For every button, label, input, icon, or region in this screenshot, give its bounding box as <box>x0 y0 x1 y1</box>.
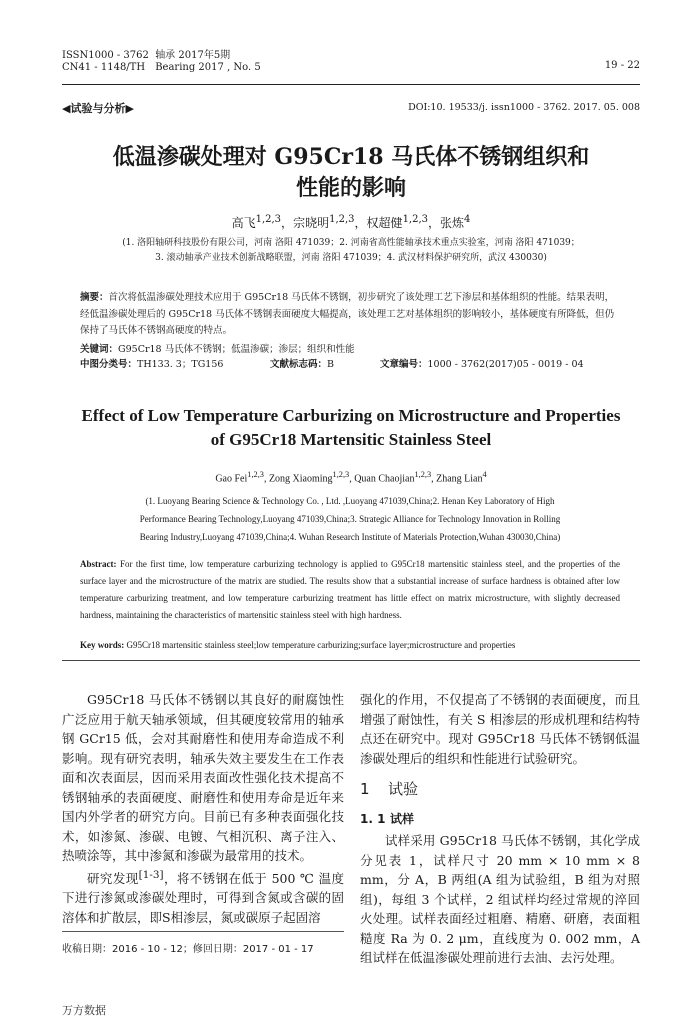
journal-en: Bearing 2017 , No. 5 <box>155 62 261 73</box>
clc-value: TH133. 3；TG156 <box>137 359 224 370</box>
cn-title-line1: 低温渗碳处理对 G95Cr18 马氏体不锈钢组织和 <box>112 144 590 170</box>
header-divider <box>62 84 640 85</box>
subsection-title: 试样 <box>390 811 415 826</box>
cn-title-line2: 性能的影响 <box>295 175 406 201</box>
author-name: Zong Xiaoming <box>268 473 333 485</box>
cn-classification <box>80 357 620 372</box>
doi: DOI:10. 19533/j. issn1000 - 3762. 2017. 05. 008 <box>408 102 640 113</box>
cn-keywords-text: G95Cr18 马氏体不锈钢；低温渗碳；渗层；组织和性能 <box>118 344 355 355</box>
cn-affiliations <box>62 236 640 266</box>
cn-abstract-label: 摘要： <box>80 292 109 303</box>
en-abstract-label: Abstract: <box>80 559 117 569</box>
received-date: 收稿日期：2016 - 10 - 12；修回日期：2017 - 01 - 17 <box>62 944 314 955</box>
journal-info <box>62 50 261 74</box>
citation-ref: [1-3] <box>138 868 164 881</box>
author-name: 宗晓明 <box>293 216 330 230</box>
en-abstract <box>80 556 620 624</box>
body-text: 研究发现 <box>87 870 139 886</box>
cn-affil-line1: (1. 洛阳轴研科技股份有限公司，河南 洛阳 471039；2. 河南省高性能轴承技术重点实验室，河南 洛阳 471039； <box>122 238 580 248</box>
subsection-heading <box>360 810 640 830</box>
author-affil-sup: 1,2,3 <box>332 470 350 479</box>
article-no-value: 1000 - 3762(2017)05 - 0019 - 04 <box>427 359 584 370</box>
doc-code-value: B <box>327 359 334 370</box>
subsection-number: 1. 1 <box>360 811 386 826</box>
body-text: ，将不锈钢在低于 500 ℃ 温度下进行渗氮或渗碳处理时，可得到含氮或含碳的固溶体和扩散层，即S相渗层，氮或碳原子起固溶 <box>62 870 344 925</box>
section-heading <box>360 780 640 800</box>
author-name: Gao Fei <box>215 473 248 485</box>
en-keywords-text: G95Cr18 martensitic stainless steel;low temperature carburizing;surface layer;microstructure and properties <box>126 640 516 650</box>
body-right-column <box>360 690 640 968</box>
cn-abstract <box>80 290 620 340</box>
body-paragraph: 强化的作用，不仅提高了不锈钢的表面硬度，而且增强了耐蚀性，有关 S 相渗层的形成机理和结构特点还在研究中。现对 G95Cr18 马氏体不锈钢低温渗碳处理后的组织和性能进行试验研究。 <box>360 692 640 766</box>
cn-keywords-label: 关键词： <box>80 344 119 355</box>
clc-label: 中图分类号： <box>80 359 138 370</box>
author-affil-sup: 1,2,3 <box>329 214 355 225</box>
en-affiliations <box>80 492 620 546</box>
author-affil-sup: 4 <box>482 470 487 479</box>
body-left-column <box>62 690 344 927</box>
body-paragraph: G95Cr18 马氏体不锈钢以其良好的耐腐蚀性广泛应用于航天轴承领域，但其硬度较常用的轴承钢 GCr15 低，会对其耐磨性和使用寿命造成不利影响。现有研究表明，轴承失效主要发生在工作表面和次表面层，因而采用表面改性强化技术提高不锈钢轴承的表面硬度、耐磨性和使用寿命是近年来国内外学者的研究方向。目前已有多种表面强化技术，如渗氮、渗碳、电镀、气相沉积、离子注入、热喷涂等，其中渗氮和渗碳为最常用的技术。 <box>62 692 344 863</box>
cn-authors: 高飞$^{1,2,3}$，宗晓明$^{1,2,3}$，权超健$^{1,2,3}$，张炼$^4$ <box>231 214 471 230</box>
author-name: Zhang Lian <box>436 473 483 485</box>
en-title-line2: of G95Cr18 Martensitic Stainless Steel <box>210 430 492 449</box>
author-affil-sup: 1,2,3 <box>414 470 432 479</box>
author-name: Quan Chaojian <box>354 473 415 485</box>
section-title: 试验 <box>388 780 419 798</box>
author-affil-sup: 1,2,3 <box>255 214 282 225</box>
body-paragraph: 试样采用 G95Cr18 马氏体不锈钢，其化学成分见表 1，试样尺寸 20 mm × 10 mm × 8 mm，分 A，B 两组(A 组为试验组，B 组为对照组)，每组 3 个试样，2 组试样均经过常规的淬回火处理。试样表面经过粗磨、精磨、研磨，表面粗糙度 Ra 为 0. 2 μm，直线度为 0. 002 mm，A 组试样在低温渗碳处理前进行去油、去污处理。 <box>360 833 640 965</box>
cn-keywords <box>80 342 620 357</box>
en-title-line1: Effect of Low Temperature Carburizing on Microstructure and Properties <box>81 406 621 425</box>
cn-number: CN41 - 1148/TH <box>62 62 146 73</box>
doc-code-label: 文献标志码： <box>270 359 328 370</box>
en-keywords-label: Key words: <box>80 640 125 650</box>
article-no-label: 文章编号： <box>380 359 428 370</box>
issn: ISSN1000 - 3762 <box>62 50 149 61</box>
en-affil-line3: Bearing Industry,Luoyang 471039,China;4. Wuhan Research Institute of Materials Protection,Wuhan 430030,China) <box>139 532 561 542</box>
author-name: 高飞 <box>231 216 256 230</box>
abstract-divider <box>62 660 640 661</box>
cn-meta <box>80 342 620 372</box>
en-title <box>62 404 640 452</box>
page-range: 19 - 22 <box>604 60 640 71</box>
author-name: 张炼 <box>440 216 465 230</box>
author-affil-sup: 1,2,3 <box>402 214 429 225</box>
section-tag: ◀试验与分析▶ <box>62 102 134 115</box>
cn-abstract-text: 首次将低温渗碳处理技术应用于 G95Cr18 马氏体不锈钢，初步研究了该处理工艺下渗层和基体组织的性能。结果表明，经低温渗碳处理后的 G95Cr18 马氏体不锈钢表面硬度大幅提高，该处理工艺对基体组织的影响较小，基体硬度有所降低，但仍保持了马氏体不锈钢高硬度的特点。 <box>80 292 615 336</box>
author-name: 权超健 <box>366 216 403 230</box>
footnote-divider <box>62 931 344 932</box>
en-keywords <box>80 640 620 650</box>
body-paragraph <box>62 866 344 928</box>
en-affil-line2: Performance Bearing Technology,Luoyang 471039,China;3. Strategic Alliance for Technology Innovation in Rolling <box>139 514 561 524</box>
cn-title <box>62 142 640 204</box>
author-affil-sup: 1,2,3 <box>247 470 264 479</box>
cn-affil-line2: 3. 滚动轴承产业技术创新战略联盟，河南 洛阳 471039；4. 武汉材料保护研究所，武汉 430030) <box>155 253 547 263</box>
en-abstract-text: For the first time, low temperature carburizing technology is applied to G95Cr18 martensitic stainless steel, and the properties of the surface layer and the microstructure of the matrix are studied. The results show that a substantial increase of surface hardness is obtained after low temperature carburizing treatment, and low temperature carburizing treatment has little effect on matrix microstructure, with slightly decreased hardness, maintaining the characteristics of martensitic stainless steel with high hardness. <box>80 559 621 620</box>
watermark: 万方数据 <box>62 1004 106 1017</box>
section-number: 1 <box>360 780 370 798</box>
author-affil-sup: 4 <box>464 214 471 225</box>
en-authors: Gao Fei$^{1,2,3}$, Zong Xiaoming$^{1,2,3}$, Quan Chaojian$^{1,2,3}$, Zhang Lian$^4$ <box>215 470 487 485</box>
journal-cn: 轴承 2017年5期 <box>155 50 231 61</box>
en-affil-line1: (1. Luoyang Bearing Science & Technology Co. , Ltd. ,Luoyang 471039,China;2. Henan Key Laboratory of High <box>145 496 555 506</box>
